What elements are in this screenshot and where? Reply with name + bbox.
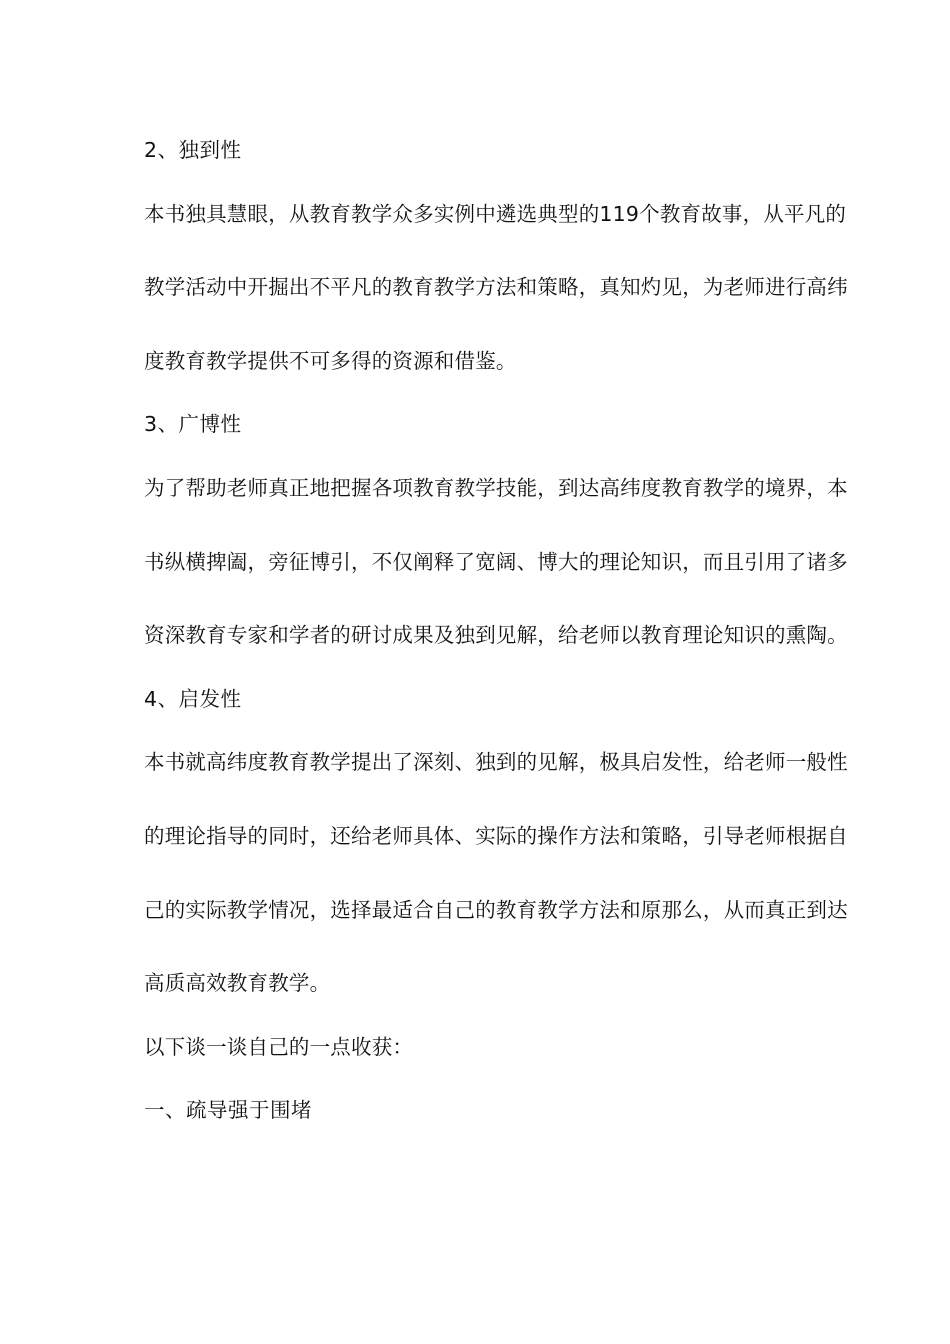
paragraph-line: 度教育教学提供不可多得的资源和借鉴。	[144, 349, 517, 373]
paragraph-line: 己的实际教学情况，选择最适合自己的教育教学方法和原那么，从而真正到达	[144, 898, 848, 922]
paragraph-line: 本书就高纬度教育教学提出了深刻、独到的见解，极具启发性，给老师一般性	[144, 750, 848, 774]
paragraph-line: 教学活动中开掘出不平凡的教育教学方法和策略，真知灼见，为老师进行高纬	[144, 275, 848, 299]
paragraph-line: 为了帮助老师真正地把握各项教育教学技能，到达高纬度教育教学的境界，本	[144, 476, 848, 500]
paragraph-line: 本书独具慧眼，从教育教学众多实例中遴选典型的119个教育故事，从平凡的	[144, 202, 847, 226]
section-heading: 2、独到性	[144, 138, 242, 162]
paragraph-line: 资深教育专家和学者的研讨成果及独到见解，给老师以教育理论知识的熏陶。	[144, 623, 848, 647]
section-heading: 3、广博性	[144, 412, 242, 436]
intro-line: 以下谈一谈自己的一点收获：	[144, 1035, 414, 1059]
section-heading: 4、启发性	[144, 687, 242, 711]
paragraph-line: 高质高效教育教学。	[144, 971, 331, 995]
paragraph-line: 的理论指导的同时，还给老师具体、实际的操作方法和策略，引导老师根据自	[144, 824, 848, 848]
subheading: 一、疏导强于围堵	[144, 1098, 312, 1122]
paragraph-line: 书纵横捭阖，旁征博引，不仅阐释了宽阔、博大的理论知识，而且引用了诸多	[144, 550, 848, 574]
